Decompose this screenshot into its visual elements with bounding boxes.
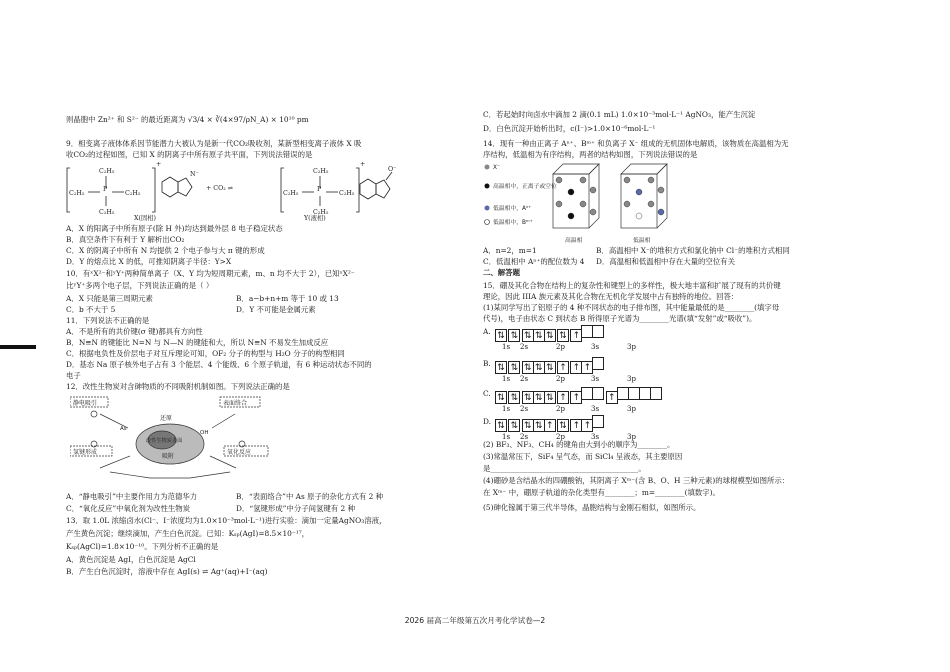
q15-part2: (2) BF₃、NF₃、CH₄ 的键角由大到小的顺序为________。 [483,440,675,449]
q11-option-a: A．不是所有的共价键(σ 键)都具有方向性 [66,327,203,336]
q15-stem-2: 理论，因此 IIIA 族元素及其化合物在无机化学发展中占有独特的地位。回答： [483,292,739,301]
svg-text:OH: OH [200,430,209,436]
q13-option-d: D．白色沉淀开始析出时，c(I⁻)>1.0×10⁻⁶mol·L⁻¹ [483,124,656,133]
svg-text:C₂H₅: C₂H₅ [283,190,299,197]
q14-legend-b: 低温相中，Bᵐ⁺ [493,220,533,226]
orbital-sub-c: 1s 2s 2p 3s 3p [502,405,636,413]
q15-stem-3: (1)某同学写出了铝原子的 4 种不同状态的电子排布图，其中能量最低的是________(填字母 [483,303,780,312]
q12-label-reduction: 还原 [160,415,173,422]
q14-option-d: D．高温相和低温相中存在大量的空位有关 [596,257,735,266]
q12-adsorption-figure [70,394,270,484]
q13-stem-3: Kₛₚ(AgCl)=1.8×10⁻¹⁰。下列分析不正确的是 [66,542,219,551]
q11-option-c: C．根据电负性及价层电子对互斥理论可知，OF₂ 分子的构型与 H₂O 分子的构型相同 [66,349,345,358]
q12-label-biochar: 改性生物炭表面 [146,438,183,444]
q14-option-b: B．高温相中 X⁻的堆积方式和氯化钠中 Cl⁻的堆积方式相同 [596,246,790,255]
q14-stem-2: 序结构，低温相为有序结构，两者的结构如图，下列说法错误的是 [483,150,698,159]
q12-stem: 12．改性生物炭对含砷物质的不同吸附机制如图。下列说法正确的是 [66,382,290,391]
svg-text:P: P [317,186,322,193]
q9-stem-2: 收CO₂的过程如图，已知 X 的阴离子中所有原子共平面，下列说法错误的是 [66,150,313,159]
svg-text:C₂H₅: C₂H₅ [339,190,355,197]
q15-part4-1: (4)硼砂是含结晶水的四硼酸钠，其阴离子 Xᵐ⁻(含 B、O、H 三种元素)的球棍模型如图所示： [483,476,790,485]
orbital-label-a: A. [483,327,491,336]
q12-label-complexation: 表面络合 [223,400,248,407]
q10-option-a: A．X 只能是第三周期元素 [66,294,153,303]
q8-tail: 则晶胞中 Zn²⁺ 和 S²⁻ 的最近距离为 √3/4 × ∛(4×97/ρN_A) × 10¹⁰ pm [66,115,309,124]
q9-option-d: D．Y 的熔点比 X 的低，可推知阴离子半径：Y>X [66,257,232,266]
orbital-sub-d: 1s 2s 2p 3s 3p [502,433,636,441]
svg-text:+: + [360,161,366,168]
svg-text:O⁻: O⁻ [388,166,396,173]
q11-option-d-cont: 电子 [66,371,81,380]
svg-text:C₂H₅: C₂H₅ [125,190,141,197]
q10-stem-1: 10．有ˣX²⁻和ʸY⁺两种简单离子（X、Y 均为短周期元素，m、n 均不大于 2），已知ˣX²⁻ [66,269,355,278]
q9-label-y: Y(液相) [304,215,326,222]
q14-legend-high: 高温相中，正离子或空位 [493,184,557,190]
q11-stem: 11．下列说法不正确的是 [66,316,150,325]
q12-label-hbond: 氢键形成 [73,449,98,456]
orbital-sub-a: 1s 2s 2p 3s 3p [502,343,636,351]
q14-crystal-figure [483,160,683,244]
q15-part3-2: 是________________________________________。 [483,464,646,473]
q15-stem-1: 15．硼及其化合物在结构上的复杂性和键型上的多样性，极大地丰富和扩展了现有的共价键 [483,281,781,290]
svg-text:C₂H₅: C₂H₅ [99,209,115,216]
q9-label-x: X(固相) [134,215,156,222]
q15-part4-2: 在 Xᵐ⁻ 中，硼原子轨道的杂化类型有________；m=________(填数字)。 [483,488,720,497]
orbital-diagram-b: B. ⇅ ⇅ ⇅ ⇅ ⇅ ↑ ↑ ↑ [483,359,491,369]
q12-option-b: B．“表面络合”中 As 原子的杂化方式有 2 种 [236,492,384,501]
q13-stem-1: 13．取 1.0L 浓缩卤水(Cl⁻、I⁻浓度均为1.0×10⁻³mol·L⁻¹)进行实验：滴加一定量AgNO₃溶液， [66,516,387,525]
svg-text:N⁻: N⁻ [190,171,199,178]
svg-text:C₂H₅: C₂H₅ [313,168,329,175]
orbital-sub-b: 1s 2s 2p 3s 3p [502,375,636,383]
svg-text:C₂H₅: C₂H₅ [99,168,115,175]
q15-part5: (5)砷化镓属于第三代半导体，晶胞结构与金刚石相似，如图所示。 [483,503,701,512]
margin-bar [0,345,36,349]
q11-option-b: B．N≡N 的键能比 N=N 与 N—N 的键能和大，所以 N≡N 不易发生加成反应 [66,338,329,347]
orbital-label-b: B. [483,359,491,368]
q14-legend-a: 低温相中，Aⁿ⁺ [493,206,532,212]
q12-label-oxidation: 氧化反应 [227,449,252,456]
q9-option-b: B．真空条件下有利于 Y 解析出CO₂ [66,235,185,244]
q13-option-a: A．黄色沉淀是 AgI，白色沉淀是 AgCl [66,555,196,564]
q10-option-b: B．a−b+n+m 等于 10 或 13 [236,294,339,303]
q12-option-d: D．“氢键形成”中分子间氢键有 2 种 [236,504,355,513]
q9-reaction-figure [66,160,396,222]
svg-text:As: As [120,426,127,432]
svg-text:C₂H₅: C₂H₅ [69,190,85,197]
orbital-diagram-d: D. ⇅ ⇅ ⇅ ⇅ ↑ ⇅ ↑ ↑ [483,417,491,427]
orbital-diagram-a: A. ⇅ ⇅ ⇅ ⇅ ⇅ ⇅ ↑ [483,327,491,337]
q12-label-electrostatic: 静电吸引 [73,400,98,407]
page-footer: 2026 届高二年级第五次月考化学试卷—2 [404,616,546,625]
orbital-label-c: C. [483,389,491,398]
q9-option-a: A．X 的阳离子中所有原子(除 H 外)均达到最外层 8 电子稳定状态 [66,224,283,233]
q14-option-c: C．低温相中 Aⁿ⁺的配位数为 4 [483,257,585,266]
svg-text:P: P [103,186,108,193]
q14-phase-low: 低温相 [633,238,651,244]
q13-option-c: C．若起始时向卤水中滴加 2 滴(0.1 mL) 1.0×10⁻³mol·L⁻¹ AgNO₃，能产生沉淀 [483,110,756,119]
q12-option-c: C．“氧化反应”中氧化剂为改性生物炭 [66,504,191,513]
q14-stem-1: 14．现有一种由正离子 Aⁿ⁺、Bᵐ⁺ 和负离子 X⁻ 组成的无机固体电解质，该物质在高温相为无 [483,139,789,148]
q10-stem-2: 比ʸY⁺多两个电子层，下列说法正确的是（ ） [66,281,214,290]
svg-text:C₂H₅: C₂H₅ [313,209,329,216]
q15-part3-1: (3)常温常压下，SiF₄ 呈气态，而 SiCl₄ 呈液态，其主要原因 [483,452,683,461]
q12-label-adsorb: 吸附 [162,453,175,460]
q14-option-a: A．n=2，m=1 [483,246,537,255]
q9-option-c: C．X 的阴离子中所有 N 均提供 2 个电子参与大 π 键的形成 [66,246,265,255]
orbital-label-d: D. [483,417,492,426]
q10-option-c: C．b 不大于 5 [66,305,116,314]
orbital-diagram-c: C. ⇅ ⇅ ⇅ ⇅ ⇅ ↑ ↑ ↑ [483,389,491,399]
part-2-heading: 二、解答题 [483,268,520,277]
q9-stem-1: 9．相变离子液体体系因节能潜力大被认为是新一代CO₂吸收剂，某新型相变离子液体 X 吸 [66,139,362,148]
q13-option-b: B．产生白色沉淀时，溶液中存在 AgI(s) ⇌ Ag⁺(aq)+I⁻(aq) [66,567,268,576]
q14-phase-high: 高温相 [565,238,583,244]
q14-legend-x: X⁻ [493,165,501,171]
q10-option-d: D．Y 不可能是金属元素 [236,305,316,314]
q13-stem-2: 产生黄色沉淀；继续滴加，产生白色沉淀。已知：Kₛₚ(AgI)=8.5×10⁻¹⁷， [66,529,310,538]
q11-option-d: D．基态 Na 原子核外电子占有 3 个能层、4 个能级、6 个原子轨道，有 6 种运动状态不同的 [66,360,372,369]
q12-option-a: A．“静电吸引”中主要作用力为范德华力 [66,492,198,501]
q9-reaction-arrow: + CO₂ ⇌ [206,185,234,192]
q15-stem-4: 代号)，电子由状态 C 到状态 B 所得原子光谱为________光谱(填“发射”或“吸收”)。 [483,314,757,323]
svg-text:+: + [156,161,162,168]
